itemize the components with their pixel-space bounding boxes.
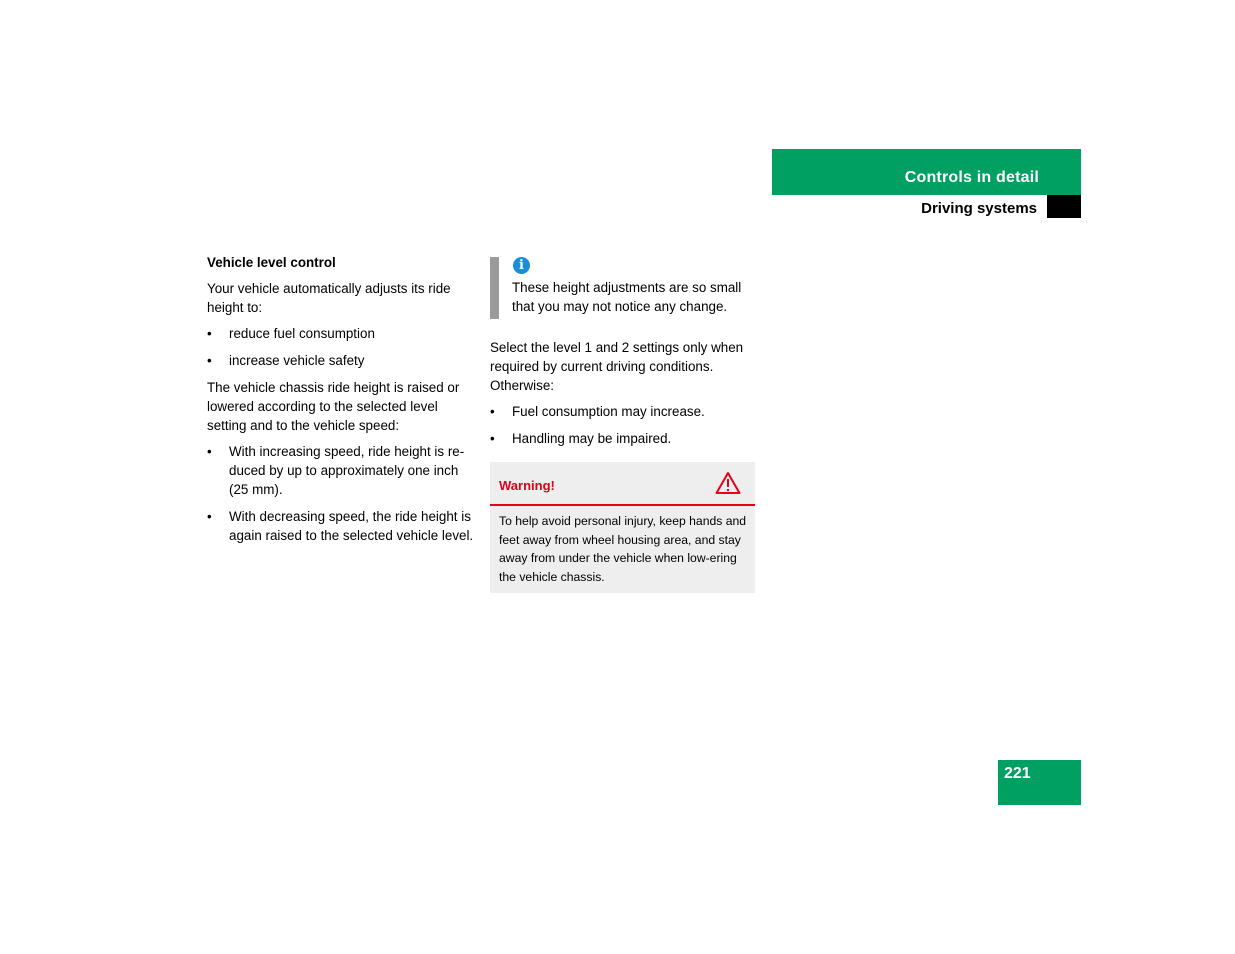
page-number-box [998, 760, 1081, 805]
list-item: • With increasing speed, ride height is re-duced by up to approximately one inch (25 mm). [207, 442, 475, 499]
list-item: • increase vehicle safety [207, 351, 475, 370]
chassis-paragraph: The vehicle chassis ride height is raised or lowered according to the selected level setting and to the vehicle speed: [207, 380, 460, 433]
warning-text: To help avoid personal injury, keep hands and feet away from wheel housing area, and stay away from under the vehicle when low-ering the vehicle chassis. [499, 514, 747, 584]
section-title: Controls in detail [904, 169, 1039, 186]
level-paragraph: Select the level 1 and 2 settings only when required by current driving conditions. Otherwise: [490, 340, 744, 393]
list-item: • With decreasing speed, the ride height is again raised to the selected vehicle level. [207, 507, 475, 545]
section-heading: Vehicle level control [207, 255, 336, 270]
section-tab-marker [1047, 195, 1081, 218]
middle-column [490, 253, 755, 593]
warning-triangle-icon [715, 471, 741, 500]
info-note [490, 257, 755, 316]
list-item: • Handling may be impaired. [490, 429, 755, 448]
info-text: These height adjustments are so small that you may not notice any change. [512, 280, 742, 314]
subsection-title: Driving systems [921, 200, 1037, 217]
purpose-list [207, 324, 475, 370]
consequence-list [490, 402, 755, 448]
list-item: • Fuel consumption may increase. [490, 402, 755, 421]
intro-paragraph: Your vehicle automatically adjusts its ride height to: [207, 281, 451, 315]
warning-box [490, 462, 755, 593]
warning-header [490, 462, 755, 506]
info-bar [490, 257, 499, 319]
section-header-band [772, 149, 1081, 195]
left-column [207, 253, 475, 553]
list-item: • reduce fuel consumption [207, 324, 475, 343]
warning-label: Warning! [499, 478, 555, 493]
info-icon: i [513, 257, 530, 274]
speed-list [207, 442, 475, 545]
page-number: 221 [1004, 765, 1031, 782]
